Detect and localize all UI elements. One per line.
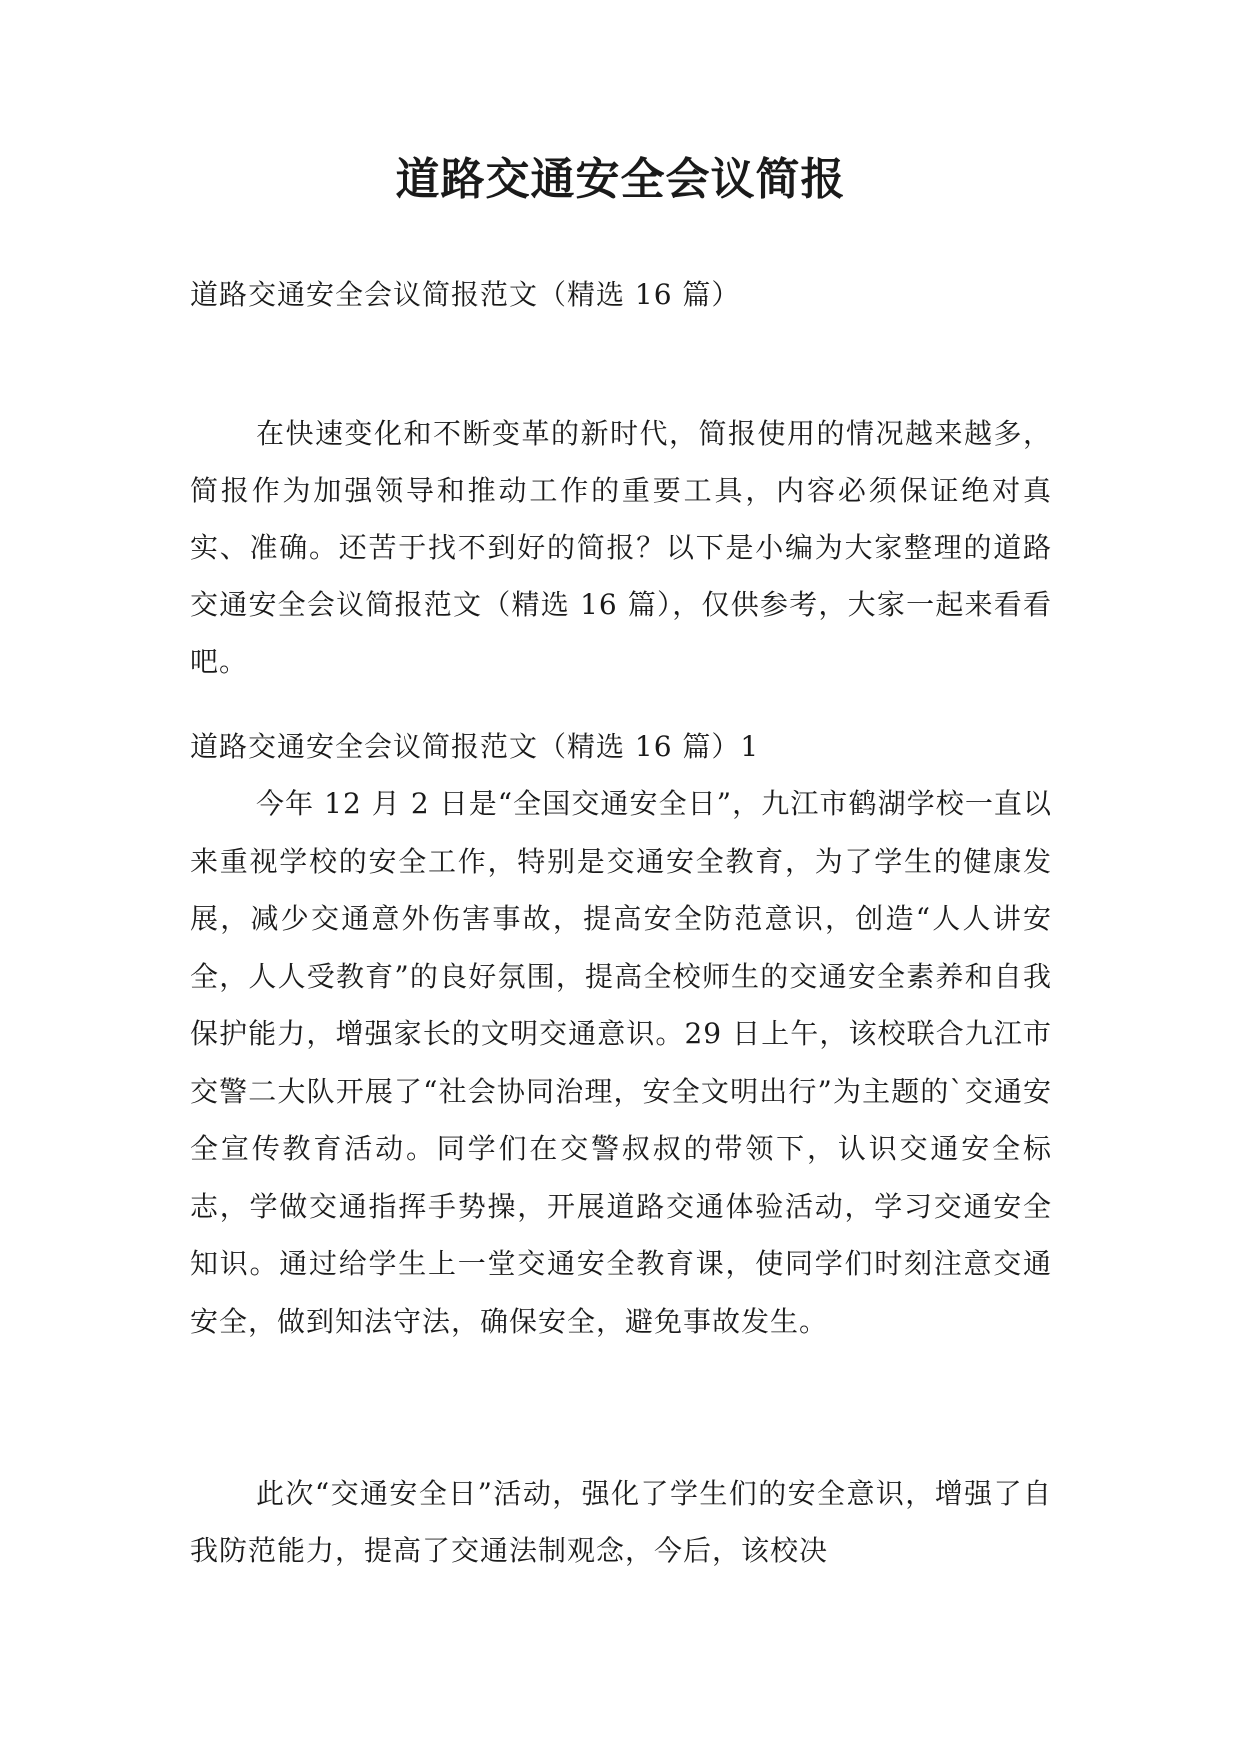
document-subtitle: 道路交通安全会议简报范文（精选 16 篇）: [190, 278, 741, 311]
intro-paragraph: 在快速变化和不断变革的新时代，简报使用的情况越来越多，简报作为加强领导和推动工作的重要工具，内容必须保证绝对真实、准确。还苦于找不到好的简报？以下是小编为大家整理的道路交通安全会议简报范文（精选 16 篇），仅供参考，大家一起来看看吧。: [190, 417, 1052, 678]
document-title: 道路交通安全会议简报: [395, 154, 846, 205]
body-paragraph-2: 此次“交通安全日”活动，强化了学生们的安全意识，增强了自我防范能力，提高了交通法制观念，今后，该校决: [190, 1477, 1052, 1567]
section-heading: 道路交通安全会议简报范文（精选 16 篇）1: [190, 730, 760, 763]
body-paragraph-1: 今年 12 月 2 日是“全国交通安全日”，九江市鹤湖学校一直以来重视学校的安全工作，特别是交通安全教育，为了学生的健康发展，减少交通意外伤害事故，提高安全防范意识，创造“人人讲安全，人人受教育”的良好氛围，提高全校师生的交通安全素养和自我保护能力，增强家长的文明交通意识。29 日上午，该校联合九江市交警二大队开展了“社会协同治理，安全文明出行”为主题的`交通安全宣传教育活动。同学们在交警叔叔的带领下，认识交通安全标志，学做交通指挥手势操，开展道路交通体验活动，学习交通安全知识。通过给学生上一堂交通安全教育课，使同学们时刻注意交通安全，做到知法守法，确保安全，避免事故发生。: [190, 787, 1052, 1338]
